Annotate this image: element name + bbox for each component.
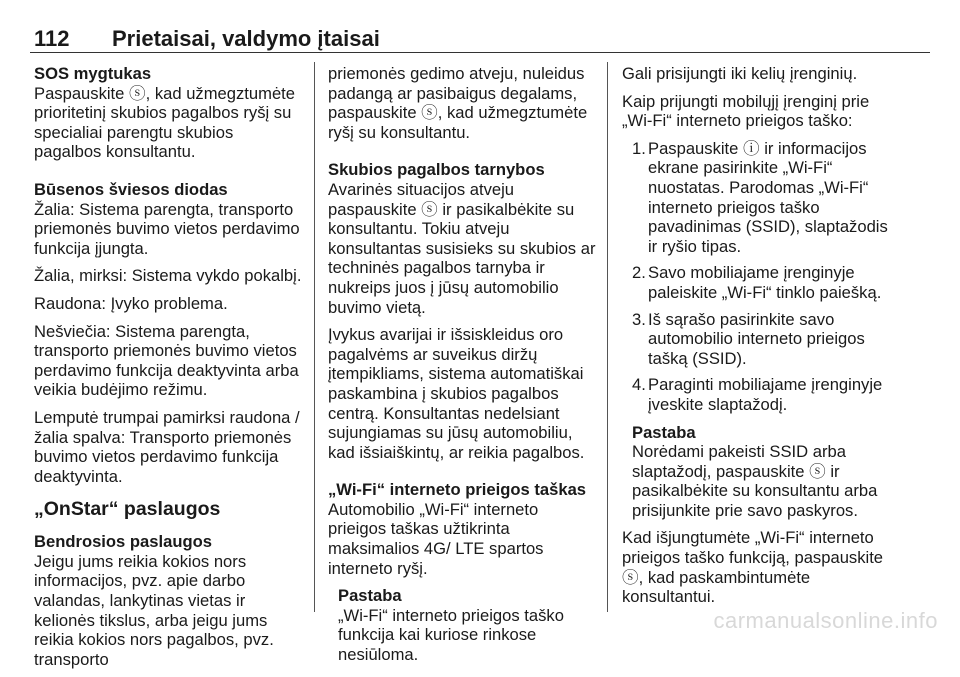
general-services-text: Jeigu jums reikia kokios nors informacijos, pvz. apie darbo valandas, lankytinas vietas ir kelionės tikslus, arba jeigu jums reikia kokios nors pagalbos, pvz. transporto <box>34 551 274 669</box>
page-header <box>30 24 930 53</box>
ssid-note <box>632 423 892 521</box>
watermark: carmanualsonline.info <box>713 608 938 633</box>
emergency-heading: Skubios pagalbos tarnybos <box>328 160 545 180</box>
note-label: Pastaba <box>632 422 696 442</box>
status-green-blink: Žalia, mirksi: Sistema vykdo pokalbį. <box>34 266 302 286</box>
list-item <box>622 263 892 302</box>
accident-text: Įvykus avarijai ir išsiskleidus oro pagalvėms ar suveikus diržų įtempikliams, sistema automatiškai paskambina į skubios pagalbos centrą. Konsultantas nedelsiant sujungiamas su jūsų automobiliu, kad išsiaiškintų, ar reikia pagalbos. <box>328 325 585 462</box>
sos-heading: SOS mygtukas <box>34 64 152 83</box>
continued-text: priemonės gedimo atveju, nuleidus padangą ar pasibaigus degalams, paspauskite ⓢ, kad užmegztumėte ryšį su konsultantu. <box>328 64 588 142</box>
column-3 <box>622 64 892 615</box>
column-divider-2 <box>607 62 608 612</box>
sos-text: Paspauskite ⓢ, kad užmegztumėte prioritetinį skubios pagalbos ryšį su specialiai parengtu skubios pagalbos konsultantu. <box>34 83 296 162</box>
column-2 <box>328 64 596 673</box>
step-text: Savo mobiliajame įrenginyje paleiskite „Wi-Fi“ tinklo paiešką. <box>648 263 882 302</box>
general-services-heading: Bendrosios paslaugos <box>34 532 212 552</box>
status-led-heading: Būsenos šviesos diodas <box>34 179 228 199</box>
emergency-text: Avarinės situacijos atveju paspauskite ⓢ ir pasikalbėkite su konsultantu. Tokiu atveju konsultantas susisieks su skubios ar techninės pagalbos tarnyba ir nukreips juos į jūsų automobilio buvimo vietą. <box>328 179 596 317</box>
column-divider-1 <box>314 62 315 612</box>
wifi-note <box>338 586 596 664</box>
note-label: Pastaba <box>338 586 402 606</box>
status-mixed: Lemputė trumpai pamirksi raudona / žalia spalva: Transporto priemonės buvimo vietos perdavimo funkcija deaktyvinta. <box>34 407 300 486</box>
intro-connect: Kaip prijungti mobilųjį įrenginį prie „Wi-Fi“ interneto prieigos taško: <box>622 91 870 131</box>
column-1 <box>34 64 302 677</box>
list-item <box>622 310 892 369</box>
step-number: 4. <box>632 375 646 395</box>
step-number: 3. <box>632 309 646 329</box>
section-title: „OnStar“ paslaugos <box>34 498 221 521</box>
intro-devices: Gali prisijungti iki kelių įrenginių. <box>622 64 858 83</box>
outro-text: Kad išjungtumėte „Wi-Fi“ interneto prieigos taško funkciją, paspauskite ⓢ, kad paskambintumėte konsultantui. <box>622 528 884 607</box>
step-number: 1. <box>632 138 646 158</box>
list-item <box>622 375 892 414</box>
step-text: Paraginti mobiliajame įrenginyje įveskite slaptažodį. <box>648 375 883 414</box>
status-green: Žalia: Sistema parengta, transporto priemonės buvimo vietos perdavimo funkcija įjungta. <box>34 199 300 258</box>
status-off: Nešviečia: Sistema parengta, transporto priemonės buvimo vietos perdavimo funkcija deaktyvinta arba veikia budėjimo režimu. <box>34 321 299 400</box>
step-text: Paspauskite ⓘ ir informacijos ekrane pasirinkite „Wi-Fi“ nuostatas. Parodomas „Wi-Fi“ interneto prieigos taško pavadinimas (SSID), slaptažodis ir ryšio tipas. <box>648 138 888 256</box>
step-number: 2. <box>632 263 646 283</box>
note-text: Norėdami pakeisti SSID arba slaptažodį, paspauskite ⓢ ir pasikalbėkite su konsultantu arba prisijunkite prie savo paskyros. <box>632 442 878 520</box>
wifi-heading: „Wi-Fi“ interneto prieigos taškas <box>328 480 587 500</box>
note-text: „Wi-Fi“ interneto prieigos taško funkcija kai kuriose rinkose nesiūloma. <box>338 605 564 665</box>
step-text: Iš sąrašo pasirinkite savo automobilio interneto prieigos tašką (SSID). <box>648 309 865 368</box>
wifi-text: Automobilio „Wi-Fi“ interneto prieigos taškas užtikrinta maksimalios 4G/ LTE spartos interneto ryšį. <box>328 499 544 578</box>
page-title: Prietaisai, valdymo įtaisai <box>112 26 380 51</box>
steps-list <box>622 139 892 415</box>
page-number: 112 <box>34 26 70 51</box>
status-red: Raudona: Įvyko problema. <box>34 293 228 313</box>
list-item <box>622 139 892 257</box>
